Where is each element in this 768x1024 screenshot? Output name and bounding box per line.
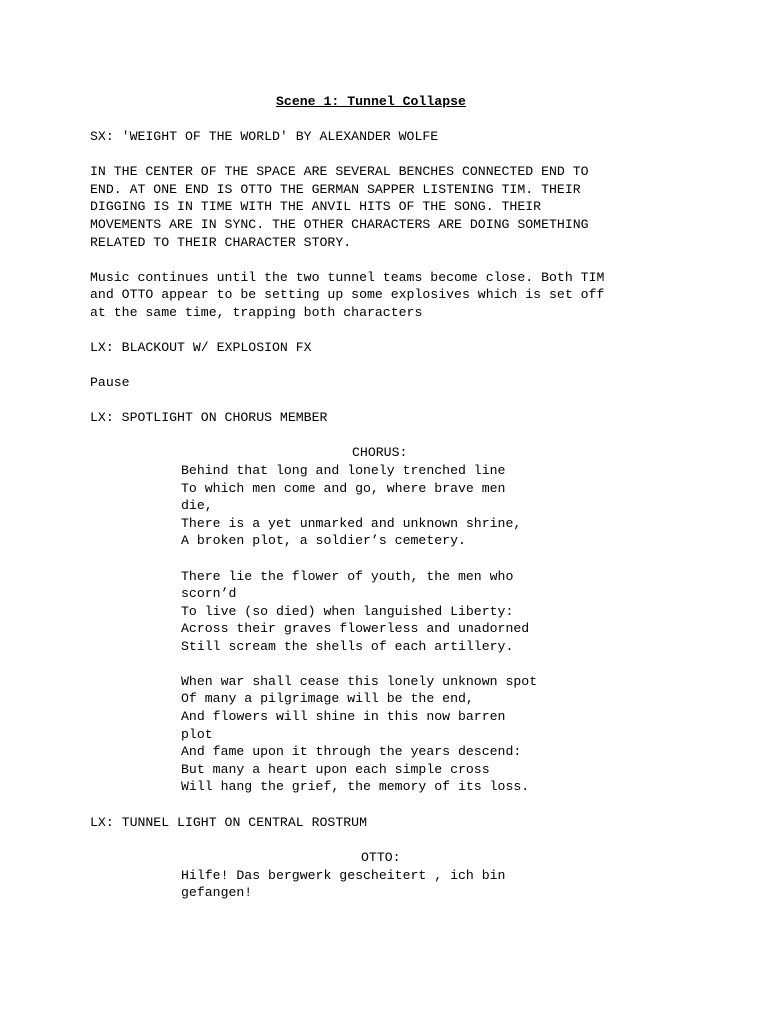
chorus-verse-line: There lie the flower of youth, the men who [181,569,514,584]
action-1-line: DIGGING IS IN TIME WITH THE ANVIL HITS OF THE SONG. THEIR [90,199,542,214]
chorus-verse-line: die, [181,498,213,513]
action-1-line: MOVEMENTS ARE IN SYNC. THE OTHER CHARACTERS ARE DOING SOMETHING [90,217,589,232]
chorus-verse-line: Behind that long and lonely trenched line [181,463,506,478]
action-1-line: RELATED TO THEIR CHARACTER STORY. [90,235,352,250]
lx-cue-blackout: LX: BLACKOUT W/ EXPLOSION FX [90,340,312,355]
chorus-verse-line: Will hang the grief, the memory of its loss. [181,779,530,794]
pause-direction: Pause [90,375,130,390]
chorus-verse-line: Still scream the shells of each artillery. [181,639,514,654]
scene-title: Scene 1: Tunnel Collapse [276,94,466,109]
chorus-verse-line: scorn’d [181,586,237,601]
action-2-line: Music continues until the two tunnel teams become close. Both TIM [90,270,605,285]
lx-cue-tunnel-light: LX: TUNNEL LIGHT ON CENTRAL ROSTRUM [90,815,367,830]
chorus-verse-line: Across their graves flowerless and unadorned [181,621,530,636]
lx-cue-spotlight: LX: SPOTLIGHT ON CHORUS MEMBER [90,410,328,425]
chorus-verse-line: There is a yet unmarked and unknown shrine, [181,516,522,531]
action-2-line: at the same time, trapping both characters [90,305,423,320]
sx-cue: SX: 'WEIGHT OF THE WORLD' BY ALEXANDER WOLFE [90,129,439,144]
chorus-verse-line: plot [181,727,213,742]
otto-dialogue-line: Hilfe! Das bergwerk gescheitert , ich bin [181,868,506,883]
chorus-verse-line: And flowers will shine in this now barren [181,709,506,724]
otto-dialogue-line: gefangen! [181,885,253,900]
action-1-line: END. AT ONE END IS OTTO THE GERMAN SAPPER LISTENING TIM. THEIR [90,182,581,197]
action-1-line: IN THE CENTER OF THE SPACE ARE SEVERAL BENCHES CONNECTED END TO [90,164,589,179]
action-2-line: and OTTO appear to be setting up some explosives which is set off [90,287,605,302]
chorus-verse-line: Of many a pilgrimage will be the end, [181,691,474,706]
chorus-verse-line: To which men come and go, where brave men [181,481,506,496]
chorus-verse-line: A broken plot, a soldier’s cemetery. [181,533,466,548]
chorus-verse-line: And fame upon it through the years descend: [181,744,522,759]
character-name-chorus: CHORUS: [352,445,408,460]
chorus-verse-line: When war shall cease this lonely unknown spot [181,674,538,689]
character-name-otto: OTTO: [361,850,401,865]
chorus-verse-line: But many a heart upon each simple cross [181,762,490,777]
chorus-verse-line: To live (so died) when languished Liberty: [181,604,514,619]
